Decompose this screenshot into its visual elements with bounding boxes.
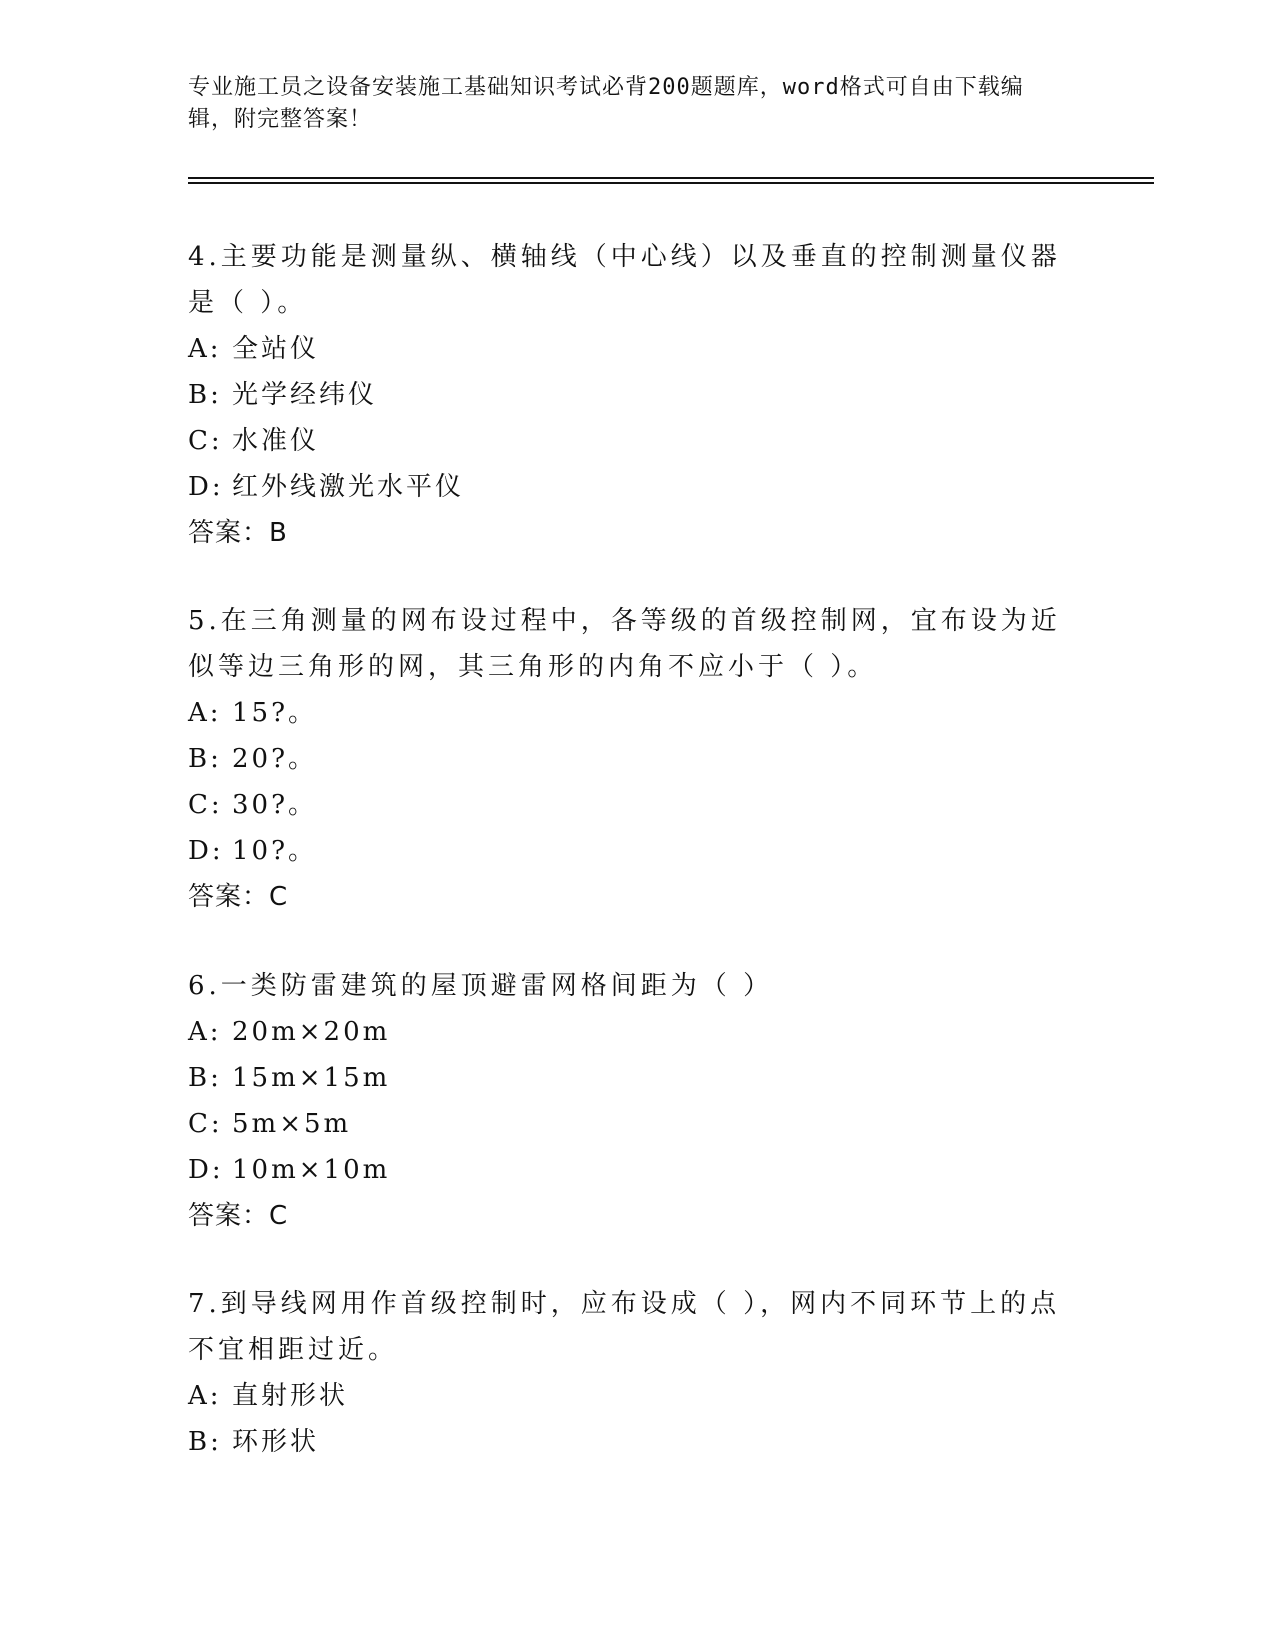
option-text: 5m×5m	[232, 1109, 352, 1139]
option-b	[188, 1055, 1088, 1101]
option-letter: B:	[188, 1427, 222, 1457]
option-letter: D:	[188, 836, 224, 866]
question-text: 6.一类防雷建筑的屋顶避雷网格间距为（ ）	[188, 971, 774, 1001]
answer-line: 答案：B	[188, 518, 288, 548]
option-c	[188, 1101, 1088, 1147]
option-letter: C:	[188, 790, 223, 820]
option-b	[188, 372, 1088, 418]
question-text: 5.在三角测量的网布设过程中，各等级的首级控制网，宜布设为近似等边三角形的网，其三角形的内角不应小于（ ）。	[188, 606, 1061, 682]
option-letter: B:	[188, 380, 222, 410]
option-d	[188, 464, 1088, 510]
question-7	[188, 1281, 1088, 1465]
option-text: 10?。	[232, 836, 318, 866]
answer-line: 答案：C	[188, 1201, 289, 1231]
question-text: 4.主要功能是测量纵、横轴线（中心线）以及垂直的控制测量仪器是（ ）。	[188, 242, 1061, 318]
option-c	[188, 782, 1088, 828]
answer-line: 答案：C	[188, 882, 289, 912]
option-d	[188, 828, 1088, 874]
option-a	[188, 326, 1088, 372]
option-d	[188, 1147, 1088, 1193]
option-text: 全站仪	[232, 334, 320, 364]
option-text: 光学经纬仪	[232, 380, 378, 410]
option-text: 红外线激光水平仪	[232, 472, 465, 502]
option-letter: D:	[188, 472, 224, 502]
option-letter: D:	[188, 1155, 224, 1185]
option-text: 15?。	[232, 698, 318, 728]
option-letter: A:	[188, 334, 222, 364]
option-text: 水准仪	[232, 426, 320, 456]
option-text: 30?。	[232, 790, 318, 820]
option-a	[188, 1009, 1088, 1055]
document-header: 专业施工员之设备安装施工基础知识考试必背200题题库，word格式可自由下载编辑，附完整答案！	[188, 75, 1024, 132]
header-divider-top	[188, 177, 1154, 179]
option-text: 15m×15m	[232, 1063, 391, 1093]
option-a	[188, 690, 1088, 736]
option-a	[188, 1373, 1088, 1419]
option-text: 20?。	[232, 744, 318, 774]
option-text: 环形状	[232, 1427, 320, 1457]
option-b	[188, 736, 1088, 782]
option-letter: A:	[188, 698, 222, 728]
option-text: 直射形状	[232, 1381, 349, 1411]
option-text: 10m×10m	[232, 1155, 391, 1185]
option-letter: B:	[188, 744, 222, 774]
question-4	[188, 234, 1088, 556]
option-c	[188, 418, 1088, 464]
question-5	[188, 598, 1088, 920]
question-6	[188, 963, 1088, 1239]
option-letter: C:	[188, 1109, 223, 1139]
option-letter: C:	[188, 426, 223, 456]
option-text: 20m×20m	[232, 1017, 391, 1047]
option-letter: A:	[188, 1017, 222, 1047]
header-divider-bottom	[188, 182, 1154, 184]
option-letter: A:	[188, 1381, 222, 1411]
option-letter: B:	[188, 1063, 222, 1093]
option-b	[188, 1419, 1088, 1465]
question-text: 7.到导线网用作首级控制时，应布设成（ ），网内不同环节上的点不宜相距过近。	[188, 1289, 1061, 1365]
